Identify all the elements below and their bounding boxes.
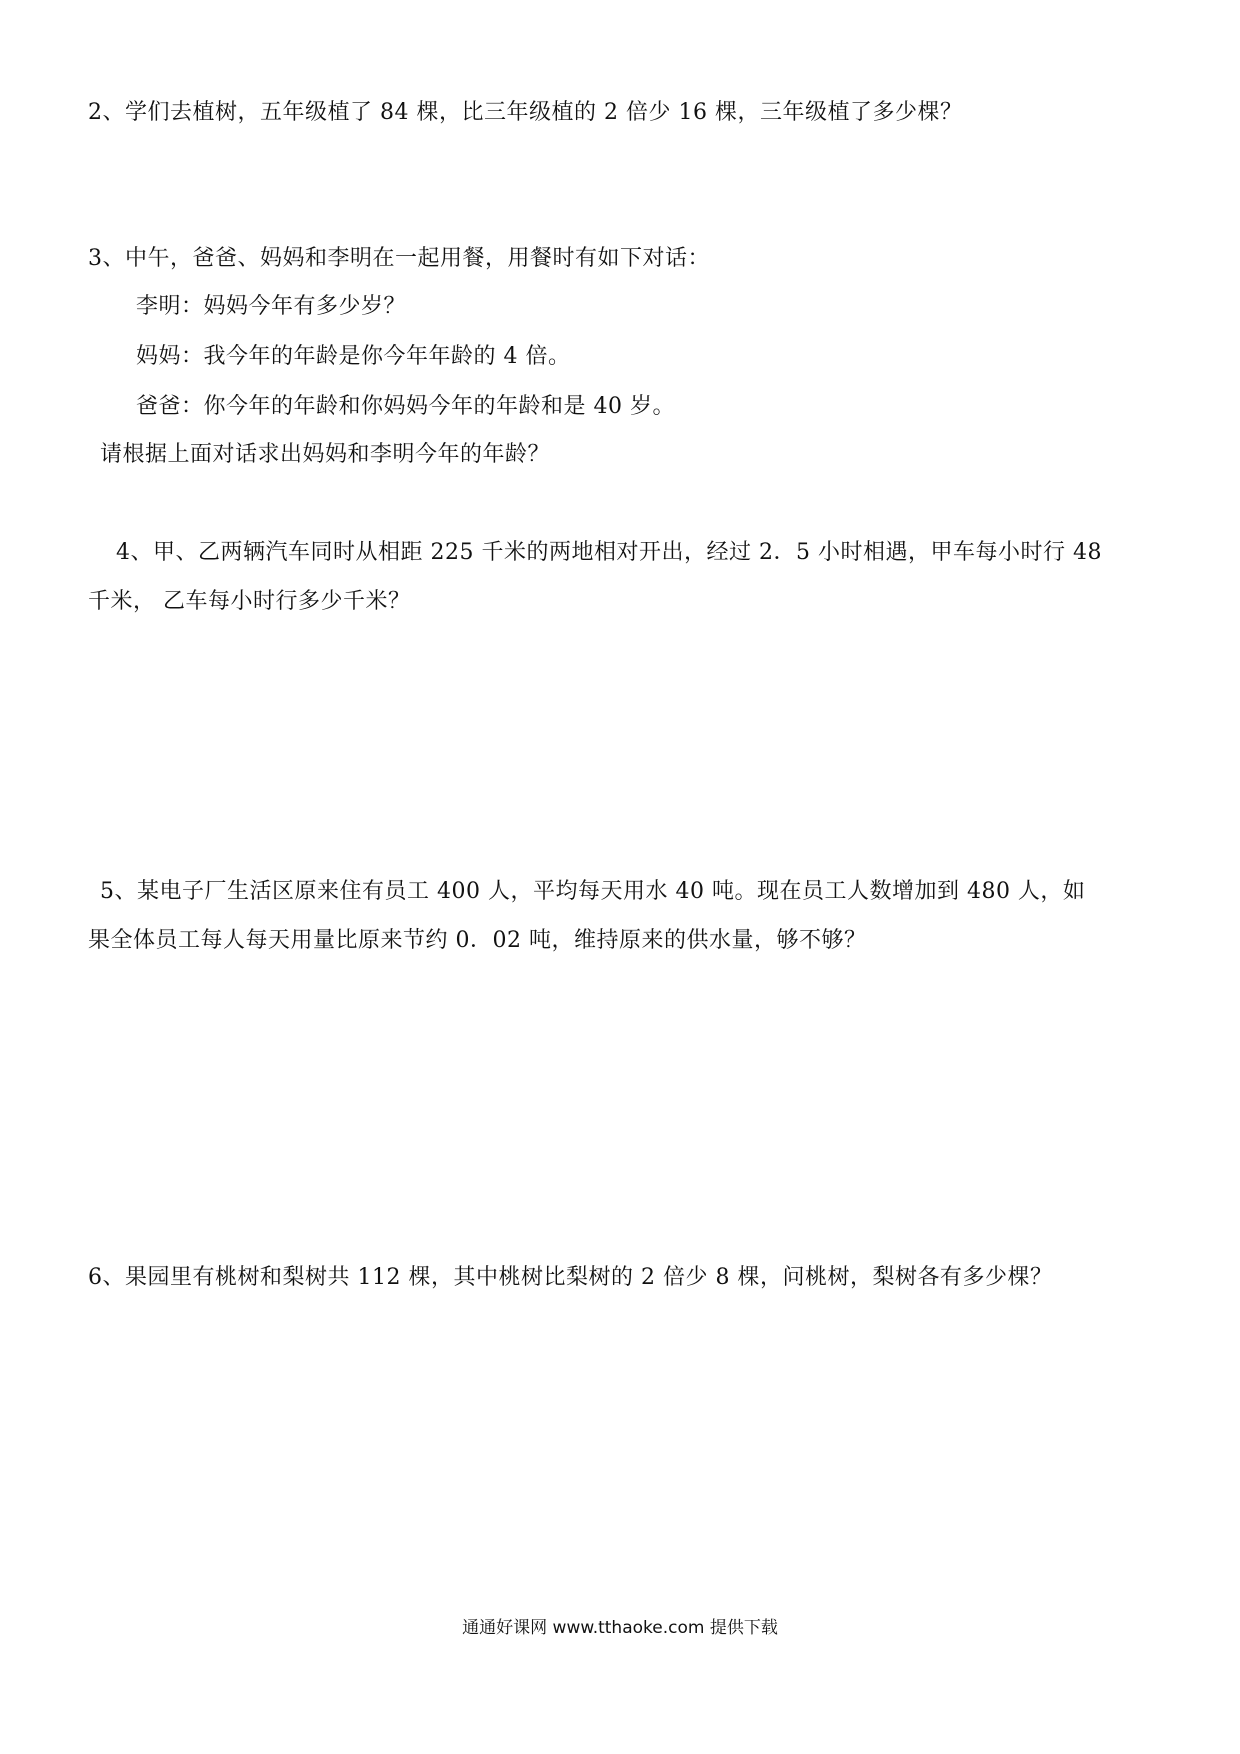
question-6-text: 6、果园里有桃树和梨树共 112 棵，其中桃树比梨树的 2 倍少 8 棵，问桃树，梨树各有多少棵？ [88, 1265, 1053, 1290]
question-5-line-1: 5、某电子厂生活区原来住有员工 400 人，平均每天用水 40 吨。现在员工人数增加到 480 人，如 [100, 879, 1086, 904]
question-3-intro: 3、中午，爸爸、妈妈和李明在一起用餐，用餐时有如下对话： [88, 246, 710, 271]
question-4-line-2: 千米， 乙车每小时行多少千米？ [88, 589, 411, 614]
question-3-dialogue-3: 爸爸：你今年的年龄和你妈妈今年的年龄和是 40 岁。 [136, 394, 675, 419]
question-3-prompt: 请根据上面对话求出妈妈和李明今年的年龄？ [100, 442, 551, 467]
question-4-line-1: 4、甲、乙两辆汽车同时从相距 225 千米的两地相对开出，经过 2．5 小时相遇，甲车每小时行 48 [116, 540, 1102, 565]
page-footer: 通通好课网 www.tthaoke.com 提供下载 [462, 1618, 778, 1638]
question-3-dialogue-2: 妈妈：我今年的年龄是你今年年龄的 4 倍。 [136, 344, 571, 369]
question-5-line-2: 果全体员工每人每天用量比原来节约 0．02 吨，维持原来的供水量，够不够？ [88, 928, 867, 953]
question-2-text: 2、学们去植树，五年级植了 84 棵，比三年级植的 2 倍少 16 棵，三年级植了多少棵？ [88, 100, 963, 125]
question-3-dialogue-1: 李明：妈妈今年有多少岁？ [136, 294, 407, 319]
